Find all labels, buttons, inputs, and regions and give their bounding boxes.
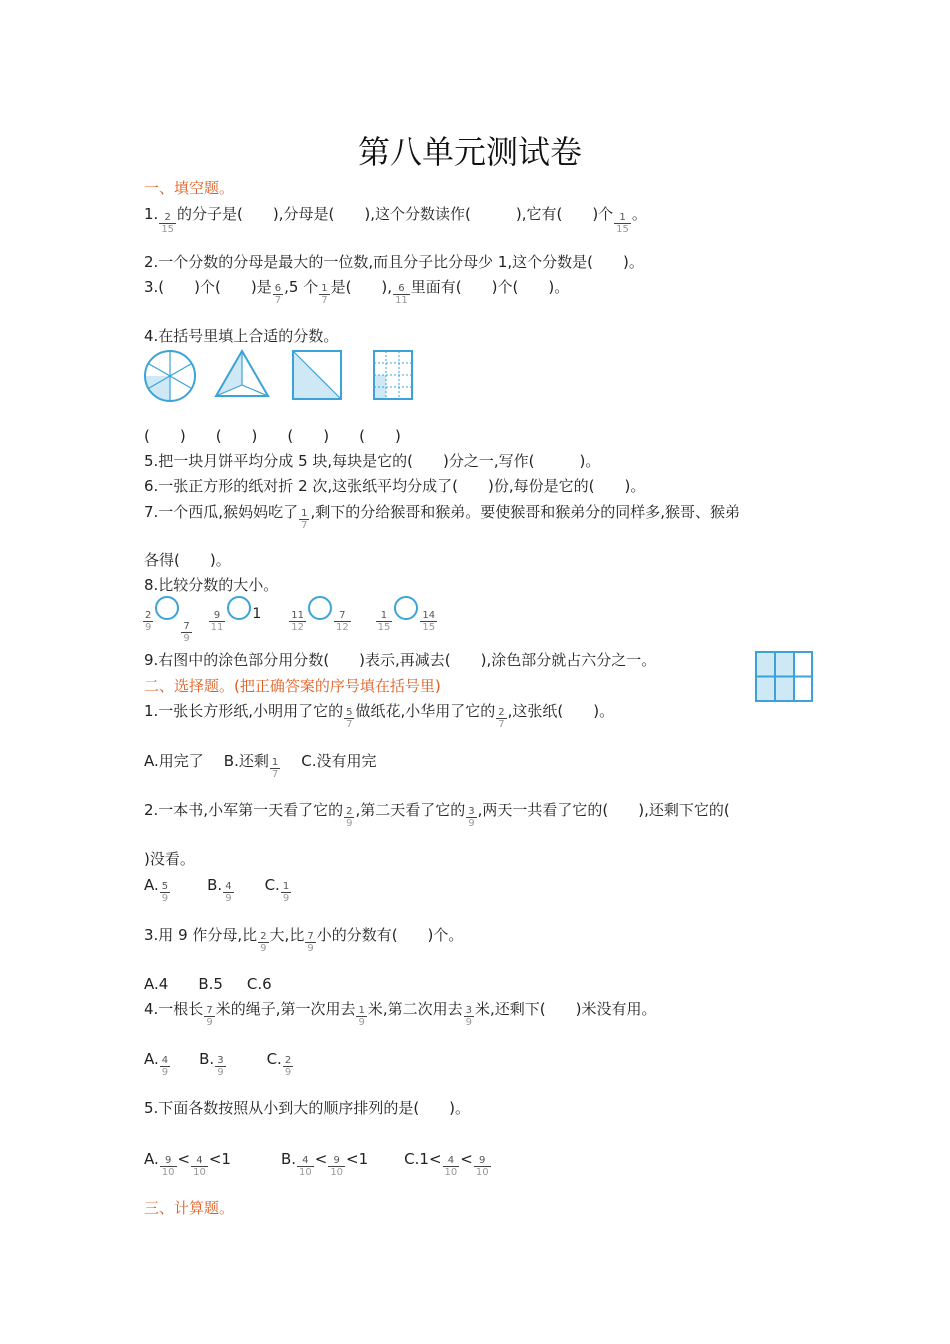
choice-1-options xyxy=(144,750,377,780)
question-7: 7.一个西瓜,猴妈妈吃了 $\frac{1}{7}$ ,剩下的分给猴哥和猴弟。要使猴哥和猴弟分的同样多,猴哥、猴弟 xyxy=(144,503,741,531)
fraction: $\frac{3}{9}$ xyxy=(468,806,475,829)
fraction: $\frac{7}{12}$ xyxy=(335,609,349,633)
option-a[interactable]: A. $\frac{5}{9}$ xyxy=(144,876,169,904)
section-fill-blank: 一、填空题。 xyxy=(144,179,235,197)
q1-text: 的分子是( ),分母是( ),这个分数读作( ),它有( )个 xyxy=(177,205,614,223)
option-a[interactable]: A.4 xyxy=(144,975,169,993)
option-a[interactable]: A.用完了 xyxy=(144,752,204,770)
fraction: $\frac{6}{11}$ xyxy=(395,283,408,306)
q4-answer-blanks: ( ) ( ) ( ) ( ) xyxy=(144,427,401,445)
fraction: $\frac{7}{9}$ xyxy=(206,1005,213,1028)
fraction: $\frac{4}{9}$ xyxy=(225,881,232,904)
fraction: $\frac{6}{7}$ xyxy=(274,283,282,306)
fraction: $\frac{14}{15}$ xyxy=(422,609,436,633)
q1-number: 1. xyxy=(144,205,159,223)
option-b[interactable]: B. $\frac{4}{9}$ xyxy=(207,876,232,904)
fraction: $\frac{1}{15}$ xyxy=(616,212,629,235)
fraction: $\frac{1}{15}$ xyxy=(377,609,391,633)
fraction: $\frac{2}{9}$ xyxy=(145,609,152,633)
question-6: 6.一张正方形的纸对折 2 次,这张纸平均分成了( )份,每份是它的( )。 xyxy=(144,477,646,495)
choice-2: 2.一本书,小军第一天看了它的 $\frac{2}{9}$ ,第二天看了它的 $\frac{3}{9}$ ,两天一共看了它的( ),还剩下它的( xyxy=(144,801,730,829)
compare-circle[interactable] xyxy=(155,596,179,620)
fraction: $\frac{4}{10}$ xyxy=(193,1155,206,1178)
fraction: $\frac{7}{9}$ xyxy=(307,931,314,954)
fraction: $\frac{7}{9}$ xyxy=(183,620,190,644)
compare-circle[interactable] xyxy=(227,596,251,620)
fraction: $\frac{2}{9}$ xyxy=(346,806,353,829)
choice-4-options xyxy=(144,1048,294,1078)
option-c[interactable]: C.1< $\frac{4}{10}$ < $\frac{9}{10}$ xyxy=(404,1150,489,1178)
choice-4: 4.一根长 $\frac{7}{9}$ 米的绳子,第一次用去 $\frac{1}{9}$ 米,第二次用去 $\frac{3}{9}$ 米,还剩下( )米没有用。 xyxy=(144,1000,657,1028)
option-b[interactable]: B.还剩 $\frac{1}{7}$ xyxy=(223,752,279,780)
choice-3-options xyxy=(144,974,272,994)
compare-circle[interactable] xyxy=(308,596,332,620)
option-c[interactable]: C.6 xyxy=(246,975,272,993)
fraction: $\frac{3}{9}$ xyxy=(217,1055,224,1078)
question-4: 4.在括号里填上合适的分数。 xyxy=(144,327,339,345)
question-2: 2.一个分数的分母是最大的一位数,而且分子比分母少 1,这个分数是( )。 xyxy=(144,253,644,271)
fraction: $\frac{9}{10}$ xyxy=(161,1155,175,1178)
fraction: $\frac{4}{10}$ xyxy=(444,1155,458,1178)
choice-1: 1.一张长方形纸,小明用了它的 $\frac{5}{7}$ 做纸花,小华用了它的 $\frac{2}{7}$ ,这张纸( )。 xyxy=(144,702,615,730)
grid-figure xyxy=(754,650,814,703)
rectangle-grid-figure xyxy=(372,349,414,401)
compare-circle[interactable] xyxy=(394,596,418,620)
option-a[interactable]: A. $\frac{9}{10}$ < $\frac{4}{10}$ <1 xyxy=(144,1150,231,1178)
fraction: $\frac{9}{10}$ xyxy=(330,1155,344,1178)
section-calculation: 三、计算题。 xyxy=(144,1199,235,1217)
section-choice: 二、选择题。(把正确答案的序号填在括号里) xyxy=(144,677,441,695)
question-7-continued: 各得( )。 xyxy=(144,551,231,569)
choice-3: 3.用 9 作分母,比 $\frac{2}{9}$ 大,比 $\frac{7}{9}$ 小的分数有( )个。 xyxy=(144,926,464,954)
question-9: 9.右图中的涂色部分用分数( )表示,再减去( ),涂色部分就占六分之一。 xyxy=(144,651,657,669)
question-3: 3.( )个( )是 $\frac{6}{7}$ ,5 个 $\frac{1}{7}$ 是( ), $\frac{6}{11}$ 里面有( )个( )。 xyxy=(144,278,570,306)
question-8: 8.比较分数的大小。 xyxy=(144,576,279,594)
fraction: $\frac{1}{7}$ xyxy=(321,283,328,306)
option-c[interactable]: C.没有用完 xyxy=(301,752,377,770)
option-c[interactable]: C. $\frac{1}{9}$ xyxy=(264,876,290,904)
fraction: $\frac{9}{10}$ xyxy=(475,1155,489,1178)
option-b[interactable]: B. $\frac{3}{9}$ xyxy=(199,1050,224,1078)
choice-2-continued: )没看。 xyxy=(144,850,195,868)
fraction: $\frac{3}{9}$ xyxy=(465,1005,472,1028)
fraction: $\frac{5}{7}$ xyxy=(346,707,353,730)
fraction: $\frac{1}{7}$ xyxy=(271,757,279,780)
triangle-figure xyxy=(213,349,271,399)
option-b[interactable]: B. $\frac{4}{10}$ < $\frac{9}{10}$ <1 xyxy=(280,1150,369,1178)
choice-5: 5.下面各数按照从小到大的顺序排列的是( )。 xyxy=(144,1099,471,1117)
fraction: $\frac{2}{7}$ xyxy=(498,707,505,730)
fraction: $\frac{1}{7}$ xyxy=(301,508,308,531)
circle-figure xyxy=(143,349,197,403)
page-title: 第八单元测试卷 xyxy=(358,133,583,171)
square-figure xyxy=(291,349,343,401)
fraction: $\frac{4}{10}$ xyxy=(299,1155,312,1178)
option-c[interactable]: C. $\frac{2}{9}$ xyxy=(266,1050,292,1078)
fraction: $\frac{5}{9}$ xyxy=(161,881,169,904)
fraction: $\frac{4}{9}$ xyxy=(161,1055,169,1078)
question-5: 5.把一块月饼平均分成 5 块,每块是它的( )分之一,写作( )。 xyxy=(144,452,601,470)
fraction: $\frac{2}{15}$ xyxy=(161,212,175,235)
q8-comparisons: $\frac{2}{9}$ $\frac{7}{9}$ $\frac{9}{11}$ 1 $\frac{11}{12}$ $\frac{7}{12}$ $\frac{1}{15}$ $\frac{14}{15}$ xyxy=(142,602,438,626)
option-a[interactable]: A. $\frac{4}{9}$ xyxy=(144,1050,169,1078)
fraction: $\frac{2}{9}$ xyxy=(260,931,267,954)
fraction: $\frac{9}{11}$ xyxy=(210,609,224,633)
question-1: 1. $\frac{2}{15}$ 的分子是( ),分母是( ),这个分数读作( ),它有( )个 $\frac{1}{15}$ 。 xyxy=(144,205,647,235)
fraction: $\frac{11}{12}$ xyxy=(291,609,304,633)
option-b[interactable]: B.5 xyxy=(198,975,223,993)
choice-2-options xyxy=(144,874,292,904)
fraction: $\frac{1}{9}$ xyxy=(282,881,290,904)
fraction: $\frac{1}{9}$ xyxy=(358,1005,365,1028)
choice-5-options xyxy=(144,1148,492,1178)
fraction: $\frac{2}{9}$ xyxy=(284,1055,292,1078)
